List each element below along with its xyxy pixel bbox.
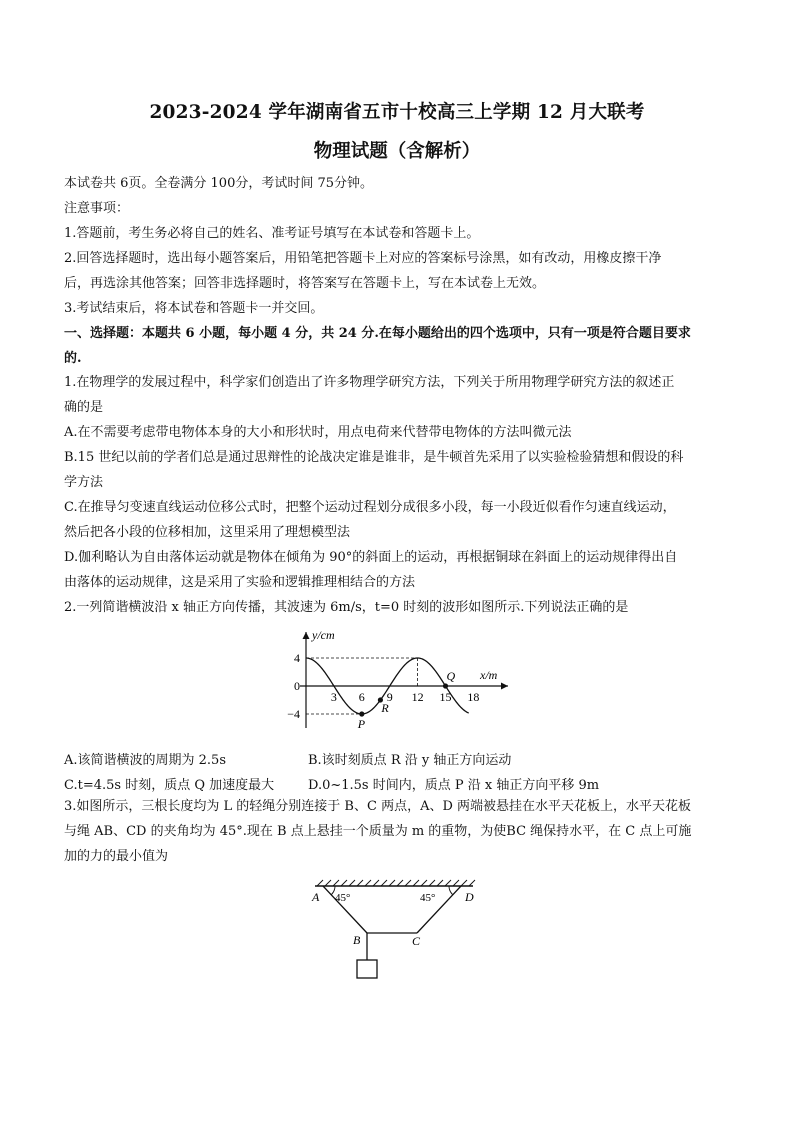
label-a: A [312,890,320,904]
q2-option-b: B.该时刻质点 R 沿 y 轴正方向运动 [308,753,512,768]
x-tick-label: 3 [330,690,337,704]
q1-stem-line-1: 1.在物理学的发展过程中，科学家们创造出了许多物理学研究方法，下列关于所用物理学研究方法的叙述正 [64,375,675,390]
q1-option-b-line-2: 学方法 [64,475,104,490]
rope-diagram [305,878,485,988]
q2-option-a: A.该简谐横波的周期为 2.5s [64,753,226,768]
q3-stem-line-1: 3.如图所示，三根长度均为 L 的轻绳分别连接于 B、C 两点，A、D 两端被悬挂在水平天花板上，水平天花板 [64,799,692,814]
q2-stem: 2.一列简谐横波沿 x 轴正方向传播，其波速为 6m/s，t=0 时刻的波形如图所示.下列说法正确的是 [64,600,629,615]
label-angle-left: 45° [335,892,351,904]
section-heading-line-1: 一、选择题：本题共 6 小题，每小题 4 分，共 24 分.在每小题给出的四个选项中，只有一项是符合题目要求 [64,326,691,341]
q1-option-d-line-1: D.伽利略认为自由落体运动就是物体在倾角为 90°的斜面上的运动，再根据铜球在斜面上的运动规律得出自 [64,550,678,565]
label-b: B [353,933,361,947]
notice-item-2-line-1: 2.回答选择题时，选出每小题答案后，用铅笔把答题卡上对应的答案标号涂黑，如有改动，用橡皮擦干净 [64,251,662,266]
q1-option-b-line-1: B.15 世纪以前的学者们总是通过思辩性的论战决定谁是谁非，是牛顿首先采用了以实验检验猜想和假设的科 [64,450,684,465]
wave-graph [280,626,520,736]
q1-stem-line-2: 确的是 [64,400,104,415]
q2-option-d: D.0~1.5s 时间内，质点 P 沿 x 轴正方向平移 9m [308,778,600,793]
origin-label: 0 [294,679,300,693]
x-tick-label: 12 [411,690,424,704]
notice-item-1: 1.答题前，考生务必将自己的姓名、准考证号填写在本试卷和答题卡上。 [64,226,480,241]
notice-heading: 注意事项： [64,201,130,216]
label-c: C [412,934,421,948]
page-title: 2023-2024 学年湖南省五市十校高三上学期 12 月大联考 [149,102,645,123]
q1-option-c-line-1: C.在推导匀变速直线运动位移公式时，把整个运动过程划分成很多小段，每一小段近似看作匀速直线运动， [64,500,676,515]
q2-option-c: C.t=4.5s 时刻，质点 Q 加速度最大 [64,778,275,793]
point-label-r: R [381,701,389,715]
notice-item-3: 3.考试结束后，将本试卷和答题卡一并交回。 [64,301,324,316]
x-tick-label: 15 [439,690,452,704]
exam-info: 本试卷共 6页。全卷满分 100分，考试时间 75分钟。 [64,176,374,191]
y-tick-label: 4 [294,651,300,665]
weight-block [357,960,377,978]
x-tick-label: 6 [358,690,365,704]
x-tick-label: 9 [386,690,393,704]
x-tick-label: 18 [467,690,480,704]
point-label-p: P [357,717,366,731]
y-axis-label: y/cm [312,628,335,642]
x-axis-label: x/m [480,668,498,682]
page-subtitle: 物理试题（含解析） [313,141,481,162]
angle-arc-right [449,886,453,895]
y-tick-label: −4 [287,707,300,721]
point-label-q: Q [446,669,456,683]
q3-stem-line-3: 加的力的最小值为 [64,849,169,864]
section-heading-line-2: 的. [64,351,82,366]
q1-option-d-line-2: 由落体的运动规律，这是采用了实验和逻辑推理相结合的方法 [64,575,416,590]
label-angle-right: 45° [420,892,436,904]
point-q [443,683,448,688]
notice-item-2-line-2: 后，再选涂其他答案；回答非选择题时，将答案写在答题卡上，写在本试卷上无效。 [64,276,546,291]
point-p [359,711,364,716]
q3-stem-line-2: 与绳 AB、CD 的夹角均为 45°.现在 B 点上悬挂一个质量为 m 的重物，为使BC 绳保持水平，在 C 点上可施 [64,824,692,839]
q1-option-c-line-2: 然后把各小段的位移相加，这里采用了理想模型法 [64,525,351,540]
ceiling [315,880,475,886]
q1-option-a: A.在不需要考虑带电物体本身的大小和形状时，用点电荷来代替带电物体的方法叫微元法 [64,425,572,440]
label-d: D [465,890,474,904]
